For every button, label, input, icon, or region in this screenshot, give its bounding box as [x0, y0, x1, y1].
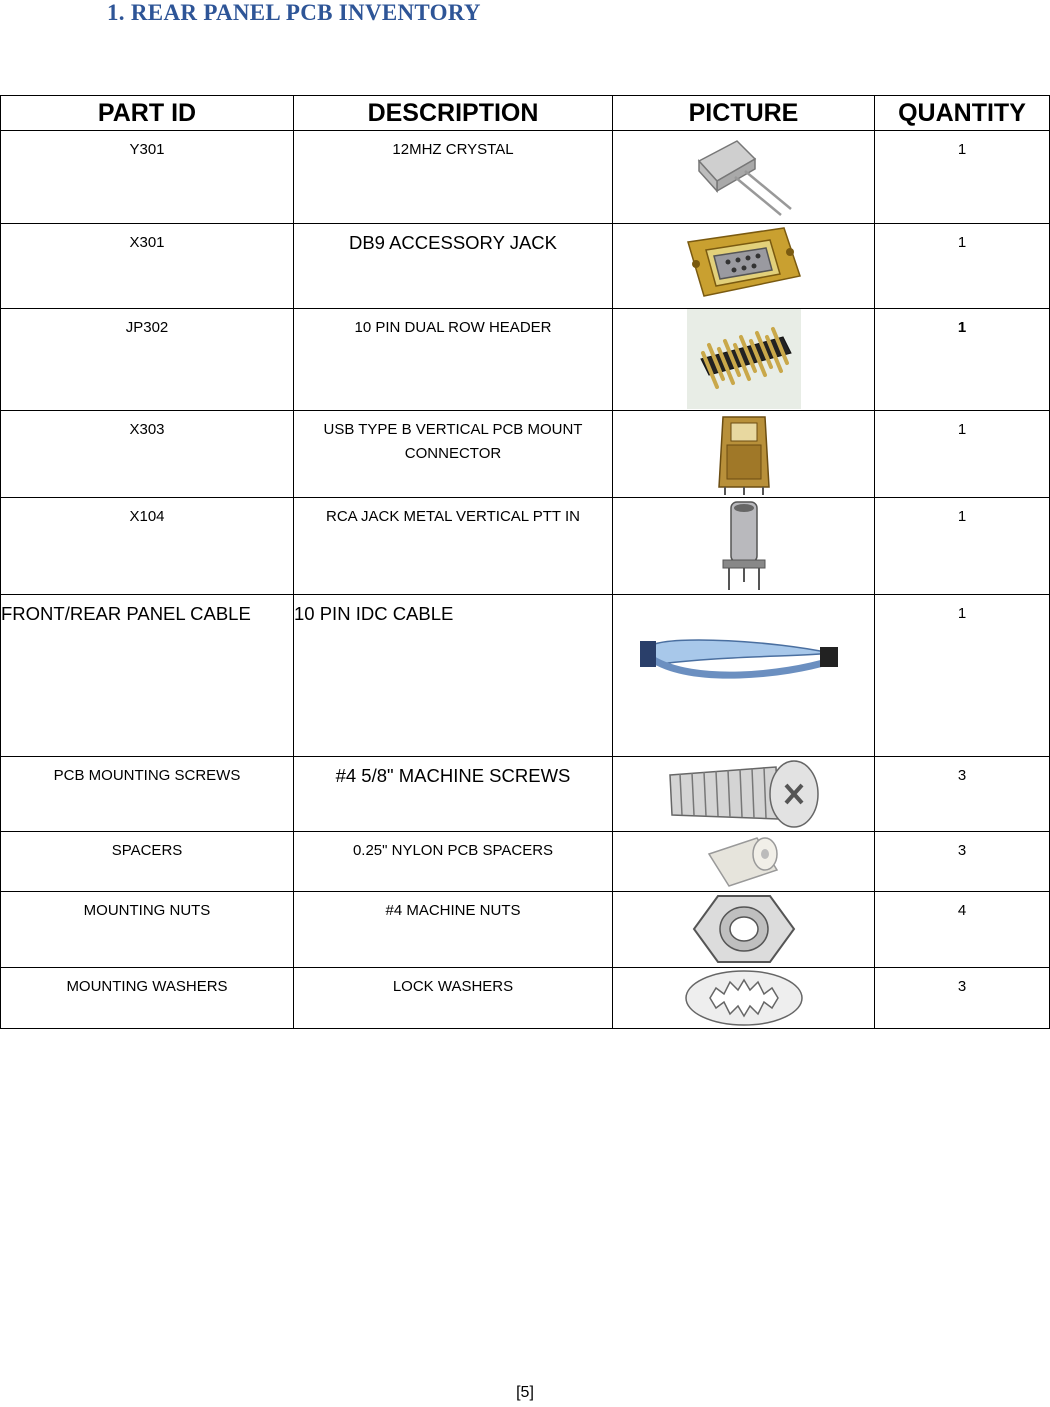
- part-id-cell: PCB MOUNTING SCREWS: [1, 757, 294, 832]
- description-cell: LOCK WASHERS: [294, 968, 613, 1029]
- table-row: [1, 498, 1050, 595]
- picture-cell: [613, 892, 875, 968]
- crystal-oscillator-image: [689, 131, 799, 223]
- description-cell: 10 PIN DUAL ROW HEADER: [294, 309, 613, 411]
- quantity-cell: 1: [875, 595, 1050, 757]
- part-id-cell: X301: [1, 224, 294, 309]
- inventory-table: [0, 95, 1050, 1029]
- table-row: [1, 411, 1050, 498]
- column-header-part-id: PART ID: [1, 96, 294, 131]
- description-cell: 0.25" NYLON PCB SPACERS: [294, 832, 613, 892]
- picture-cell: [613, 131, 875, 224]
- table-row: [1, 892, 1050, 968]
- quantity-cell: 3: [875, 968, 1050, 1029]
- part-id-cell: MOUNTING NUTS: [1, 892, 294, 968]
- part-id-cell: JP302: [1, 309, 294, 411]
- table-row: [1, 224, 1050, 309]
- part-id-cell: X104: [1, 498, 294, 595]
- machine-screw-image: [666, 757, 822, 831]
- section-heading: 1. REAR PANEL PCB INVENTORY: [107, 0, 481, 25]
- table-row: [1, 595, 1050, 757]
- picture-cell: [613, 309, 875, 411]
- rca-jack-image: [709, 498, 779, 594]
- part-id-cell: X303: [1, 411, 294, 498]
- table-row: [1, 968, 1050, 1029]
- db9-connector-image: [684, 224, 804, 308]
- table-row: [1, 131, 1050, 224]
- description-cell: DB9 ACCESSORY JACK: [294, 224, 613, 309]
- table-row: [1, 832, 1050, 892]
- nylon-spacer-image: [701, 832, 787, 890]
- description-cell: #4 5/8" MACHINE SCREWS: [294, 757, 613, 832]
- column-header-description: DESCRIPTION: [294, 96, 613, 131]
- lock-washer-image: [682, 968, 806, 1028]
- part-id-cell: MOUNTING WASHERS: [1, 968, 294, 1029]
- quantity-cell: 1: [875, 309, 1050, 411]
- table-header-row: [1, 96, 1050, 131]
- column-header-picture: PICTURE: [613, 96, 875, 131]
- quantity-cell: 1: [875, 224, 1050, 309]
- picture-cell: [613, 224, 875, 309]
- picture-cell: [613, 968, 875, 1029]
- page-number: [5]: [516, 1384, 534, 1401]
- table-row: [1, 757, 1050, 832]
- column-header-quantity: QUANTITY: [875, 96, 1050, 131]
- quantity-cell: 3: [875, 832, 1050, 892]
- picture-cell: [613, 595, 875, 757]
- quantity-cell: 4: [875, 892, 1050, 968]
- description-cell: #4 MACHINE NUTS: [294, 892, 613, 968]
- quantity-cell: 1: [875, 498, 1050, 595]
- description-cell: 12MHZ CRYSTAL: [294, 131, 613, 224]
- hex-nut-image: [692, 892, 796, 966]
- table-row: [1, 309, 1050, 411]
- picture-cell: [613, 832, 875, 892]
- ribbon-cable-image: [634, 595, 854, 755]
- quantity-cell: 3: [875, 757, 1050, 832]
- picture-cell: [613, 757, 875, 832]
- part-id-cell: FRONT/REAR PANEL CABLE: [1, 595, 294, 757]
- description-cell: 10 PIN IDC CABLE: [294, 595, 613, 757]
- quantity-cell: 1: [875, 411, 1050, 498]
- quantity-cell: 1: [875, 131, 1050, 224]
- description-cell: USB TYPE B VERTICAL PCB MOUNT CONNECTOR: [294, 411, 613, 498]
- usb-b-connector-image: [709, 411, 779, 495]
- pin-header-image: [687, 309, 801, 409]
- part-id-cell: Y301: [1, 131, 294, 224]
- description-cell: RCA JACK METAL VERTICAL PTT IN: [294, 498, 613, 595]
- picture-cell: [613, 498, 875, 595]
- part-id-cell: SPACERS: [1, 832, 294, 892]
- picture-cell: [613, 411, 875, 498]
